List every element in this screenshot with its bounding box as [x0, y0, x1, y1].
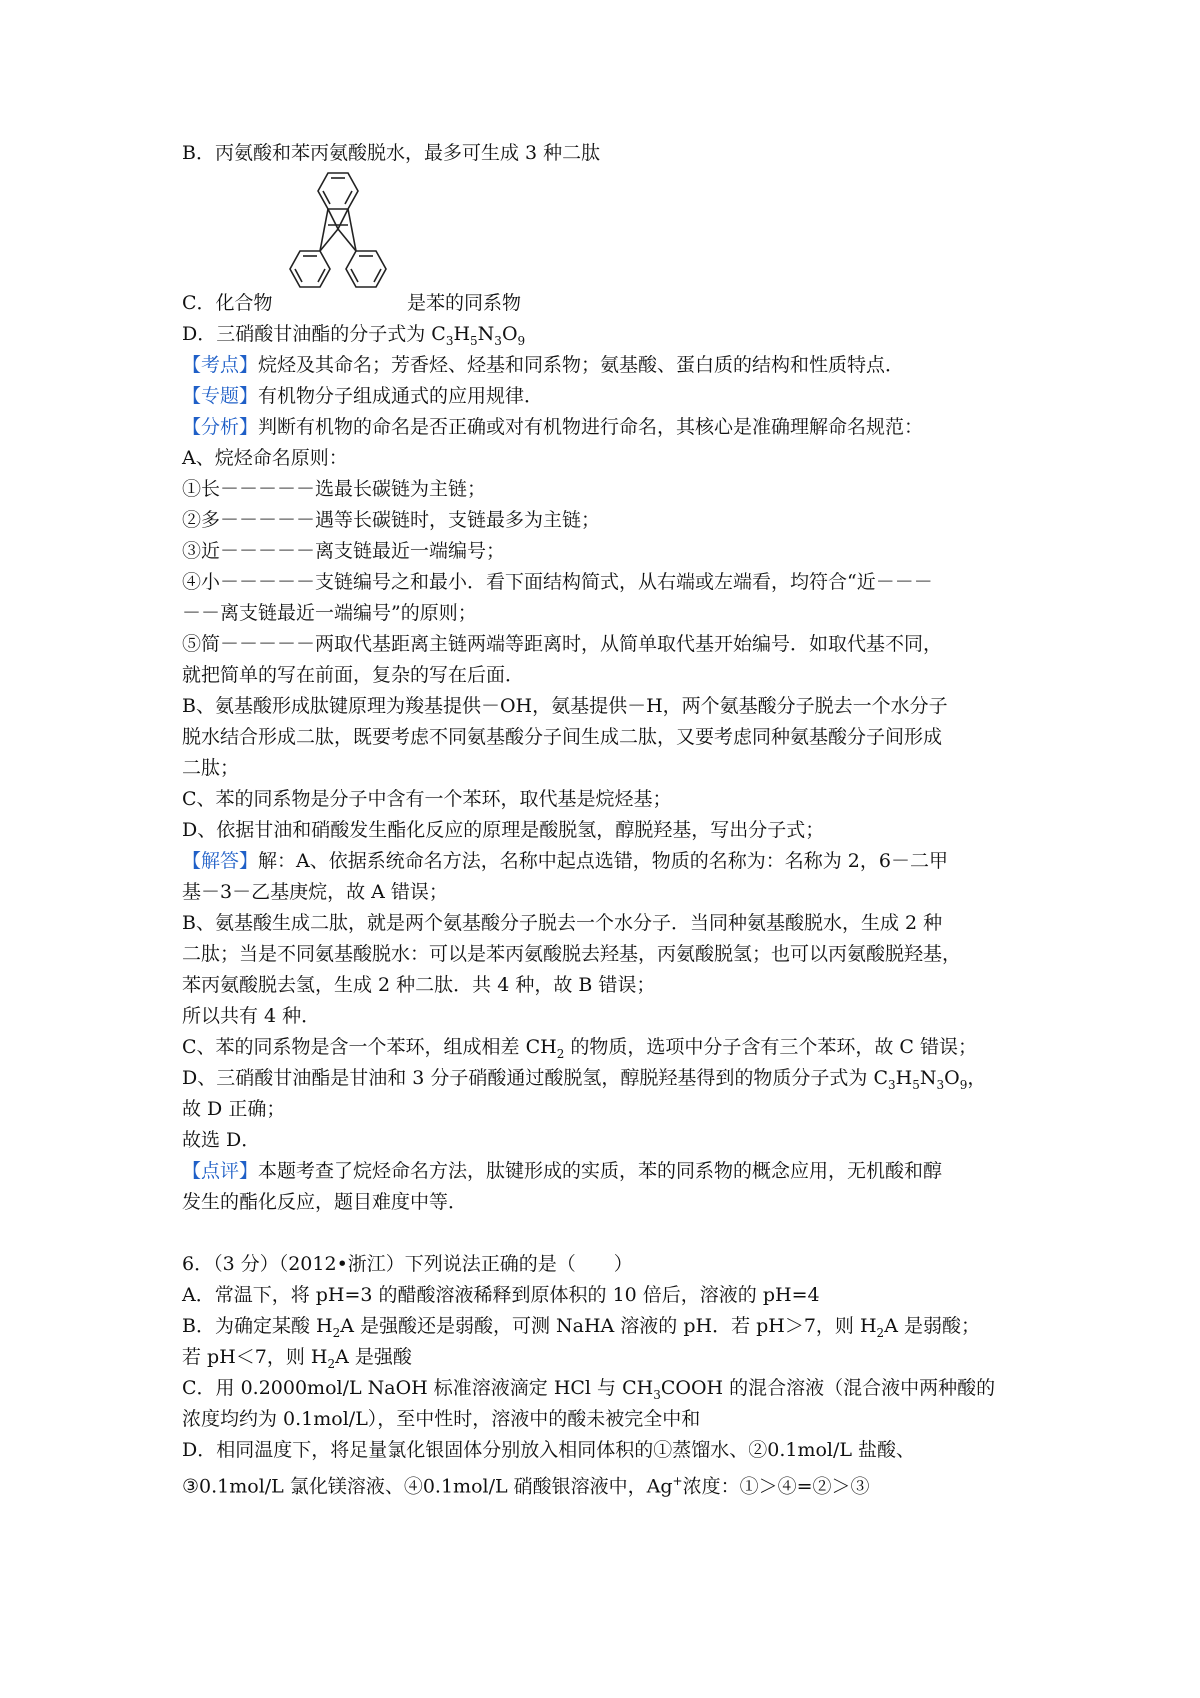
jieda-line-9: 故 D 正确；: [182, 1098, 286, 1120]
analysis-d: D、依据甘油和硝酸发生酯化反应的原理是酸脱氢，醇脱羟基，写出分子式；: [182, 819, 825, 841]
zhuanti-tag: 【专题】: [182, 385, 259, 407]
q6-option-c-2: 浓度均约为 0.1mol/L），至中性时，溶液中的酸未被完全中和: [182, 1408, 701, 1430]
analysis-c: C、苯的同系物是分子中含有一个苯环，取代基是烷烃基；: [182, 788, 672, 810]
dianping-tag: 【点评】: [182, 1160, 259, 1182]
kaodian-line: 【考点】烷烃及其命名；芳香烃、烃基和同系物；氨基酸、蛋白质的结构和性质特点．: [182, 354, 905, 376]
q5-option-d: D．三硝酸甘油酯的分子式为 $C_3H_5N_3O_9$: [182, 323, 526, 348]
rule-4b: －－离支链最近一端编号”的原则；: [182, 602, 477, 624]
rule-2: ②多－－－－－遇等长碳链时，支链最多为主链；: [182, 509, 601, 531]
jieda-tag: 【解答】: [182, 850, 259, 872]
rule-5a: ⑤简－－－－－两取代基距离主链两端等距离时，从简单取代基开始编号．如取代基不同，: [182, 633, 943, 655]
q5-option-c: [182, 169, 1042, 319]
rule-4a: ④小－－－－－支链编号之和最小．看下面结构简式，从右端或左端看，均符合“近－－－: [182, 571, 933, 593]
rule-3: ③近－－－－－离支链最近一端编号；: [182, 540, 506, 562]
q6-option-c-1: C．用 0.2000mol/L NaOH 标准溶液滴定 HCl 与 $CH_3COOH$ 的混合溶液（混合液中两种酸的: [182, 1377, 996, 1402]
analysis-b-1: B、氨基酸形成肽键原理为羧基提供－OH，氨基提供－H，两个氨基酸分子脱去一个水分子: [182, 695, 948, 717]
dianping-line-2: 发生的酯化反应，题目难度中等．: [182, 1191, 468, 1213]
jieda-line-3: B、氨基酸生成二肽，就是两个氨基酸分子脱去一个水分子．当同种氨基酸脱水，生成 2 种: [182, 912, 943, 934]
q5-option-c-prefix: C．化合物: [182, 292, 273, 314]
rule-5b: 就把简单的写在前面，复杂的写在后面．: [182, 664, 525, 686]
analysis-a-rule: A、烷烃命名原则：: [182, 447, 348, 469]
document-page: [182, 138, 1042, 1497]
q5-option-c-suffix: 是苯的同系物: [407, 292, 522, 314]
jieda-line-5: 苯丙氨酸脱去氢，生成 2 种二肽．共 4 种，故 B 错误；: [182, 974, 656, 996]
q5-option-b: B．丙氨酸和苯丙氨酸脱水，最多可生成 3 种二肽: [182, 142, 601, 164]
dianping-line-1: 【点评】本题考查了烷烃命名方法，肽键形成的实质，苯的同系物的概念应用，无机酸和醇: [182, 1160, 943, 1182]
kaodian-tag: 【考点】: [182, 354, 259, 376]
jieda-line-2: 基－3－乙基庚烷，故 A 错误；: [182, 881, 448, 903]
q6-option-a: A．常温下，将 pH=3 的醋酸溶液稀释到原体积的 10 倍后，溶液的 pH=4: [182, 1284, 820, 1306]
analysis-b-2: 脱水结合形成二肽，既要考虑不同氨基酸分子间生成二肽，又要考虑同种氨基酸分子间形成: [182, 726, 943, 748]
jieda-line-4: 二肽；当是不同氨基酸脱水：可以是苯丙氨酸脱去羟基，丙氨酸脱氢；也可以丙氨酸脱羟基，: [182, 943, 962, 965]
jieda-line-1: 【解答】解：A、依据系统命名方法，名称中起点选错，物质的名称为：名称为 2，6－二甲: [182, 850, 948, 872]
q6-option-b-1: B．为确定某酸 $H_2A$ 是强酸还是弱酸，可测 NaHA 溶液的 pH．若 pH＞7，则 $H_2A$ 是弱酸；: [182, 1315, 980, 1340]
analysis-b-3: 二肽；: [182, 757, 240, 779]
q6-option-d-1: D．相同温度下，将足量氯化银固体分别放入相同体积的①蒸馏水、②0.1mol/L 盐酸、: [182, 1439, 916, 1461]
jieda-line-7: C、苯的同系物是含一个苯环，组成相差 $CH_2$ 的物质，选项中分子含有三个苯环，故 C 错误；: [182, 1036, 977, 1061]
zhuanti-line: 【专题】有机物分子组成通式的应用规律．: [182, 385, 544, 407]
spacer: [182, 1218, 1042, 1249]
fenxi-tag: 【分析】: [182, 416, 259, 438]
q6-option-b-2: 若 pH＜7，则 $H_2A$ 是强酸: [182, 1346, 412, 1371]
fenxi-line: 【分析】判断有机物的命名是否正确或对有机物进行命名，其核心是准确理解命名规范：: [182, 416, 924, 438]
q6-stem: 6．（3 分）（2012•浙江）下列说法正确的是（ ）: [182, 1253, 633, 1275]
jieda-line-6: 所以共有 4 种．: [182, 1005, 321, 1027]
rule-1: ①长－－－－－选最长碳链为主链；: [182, 478, 487, 500]
triptycene-structure-figure: [270, 169, 410, 317]
jieda-line-10: 故选 D．: [182, 1129, 261, 1151]
jieda-line-8: D、三硝酸甘油酯是甘油和 3 分子硝酸通过酸脱氢，醇脱羟基得到的物质分子式为 $C_3H_5N_3O_9$，: [182, 1067, 987, 1092]
q6-option-d-2: ③0.1mol/L 氯化镁溶液、④0.1mol/L 硝酸银溶液中，Ag+浓度：①＞④=②＞③: [182, 1474, 870, 1498]
